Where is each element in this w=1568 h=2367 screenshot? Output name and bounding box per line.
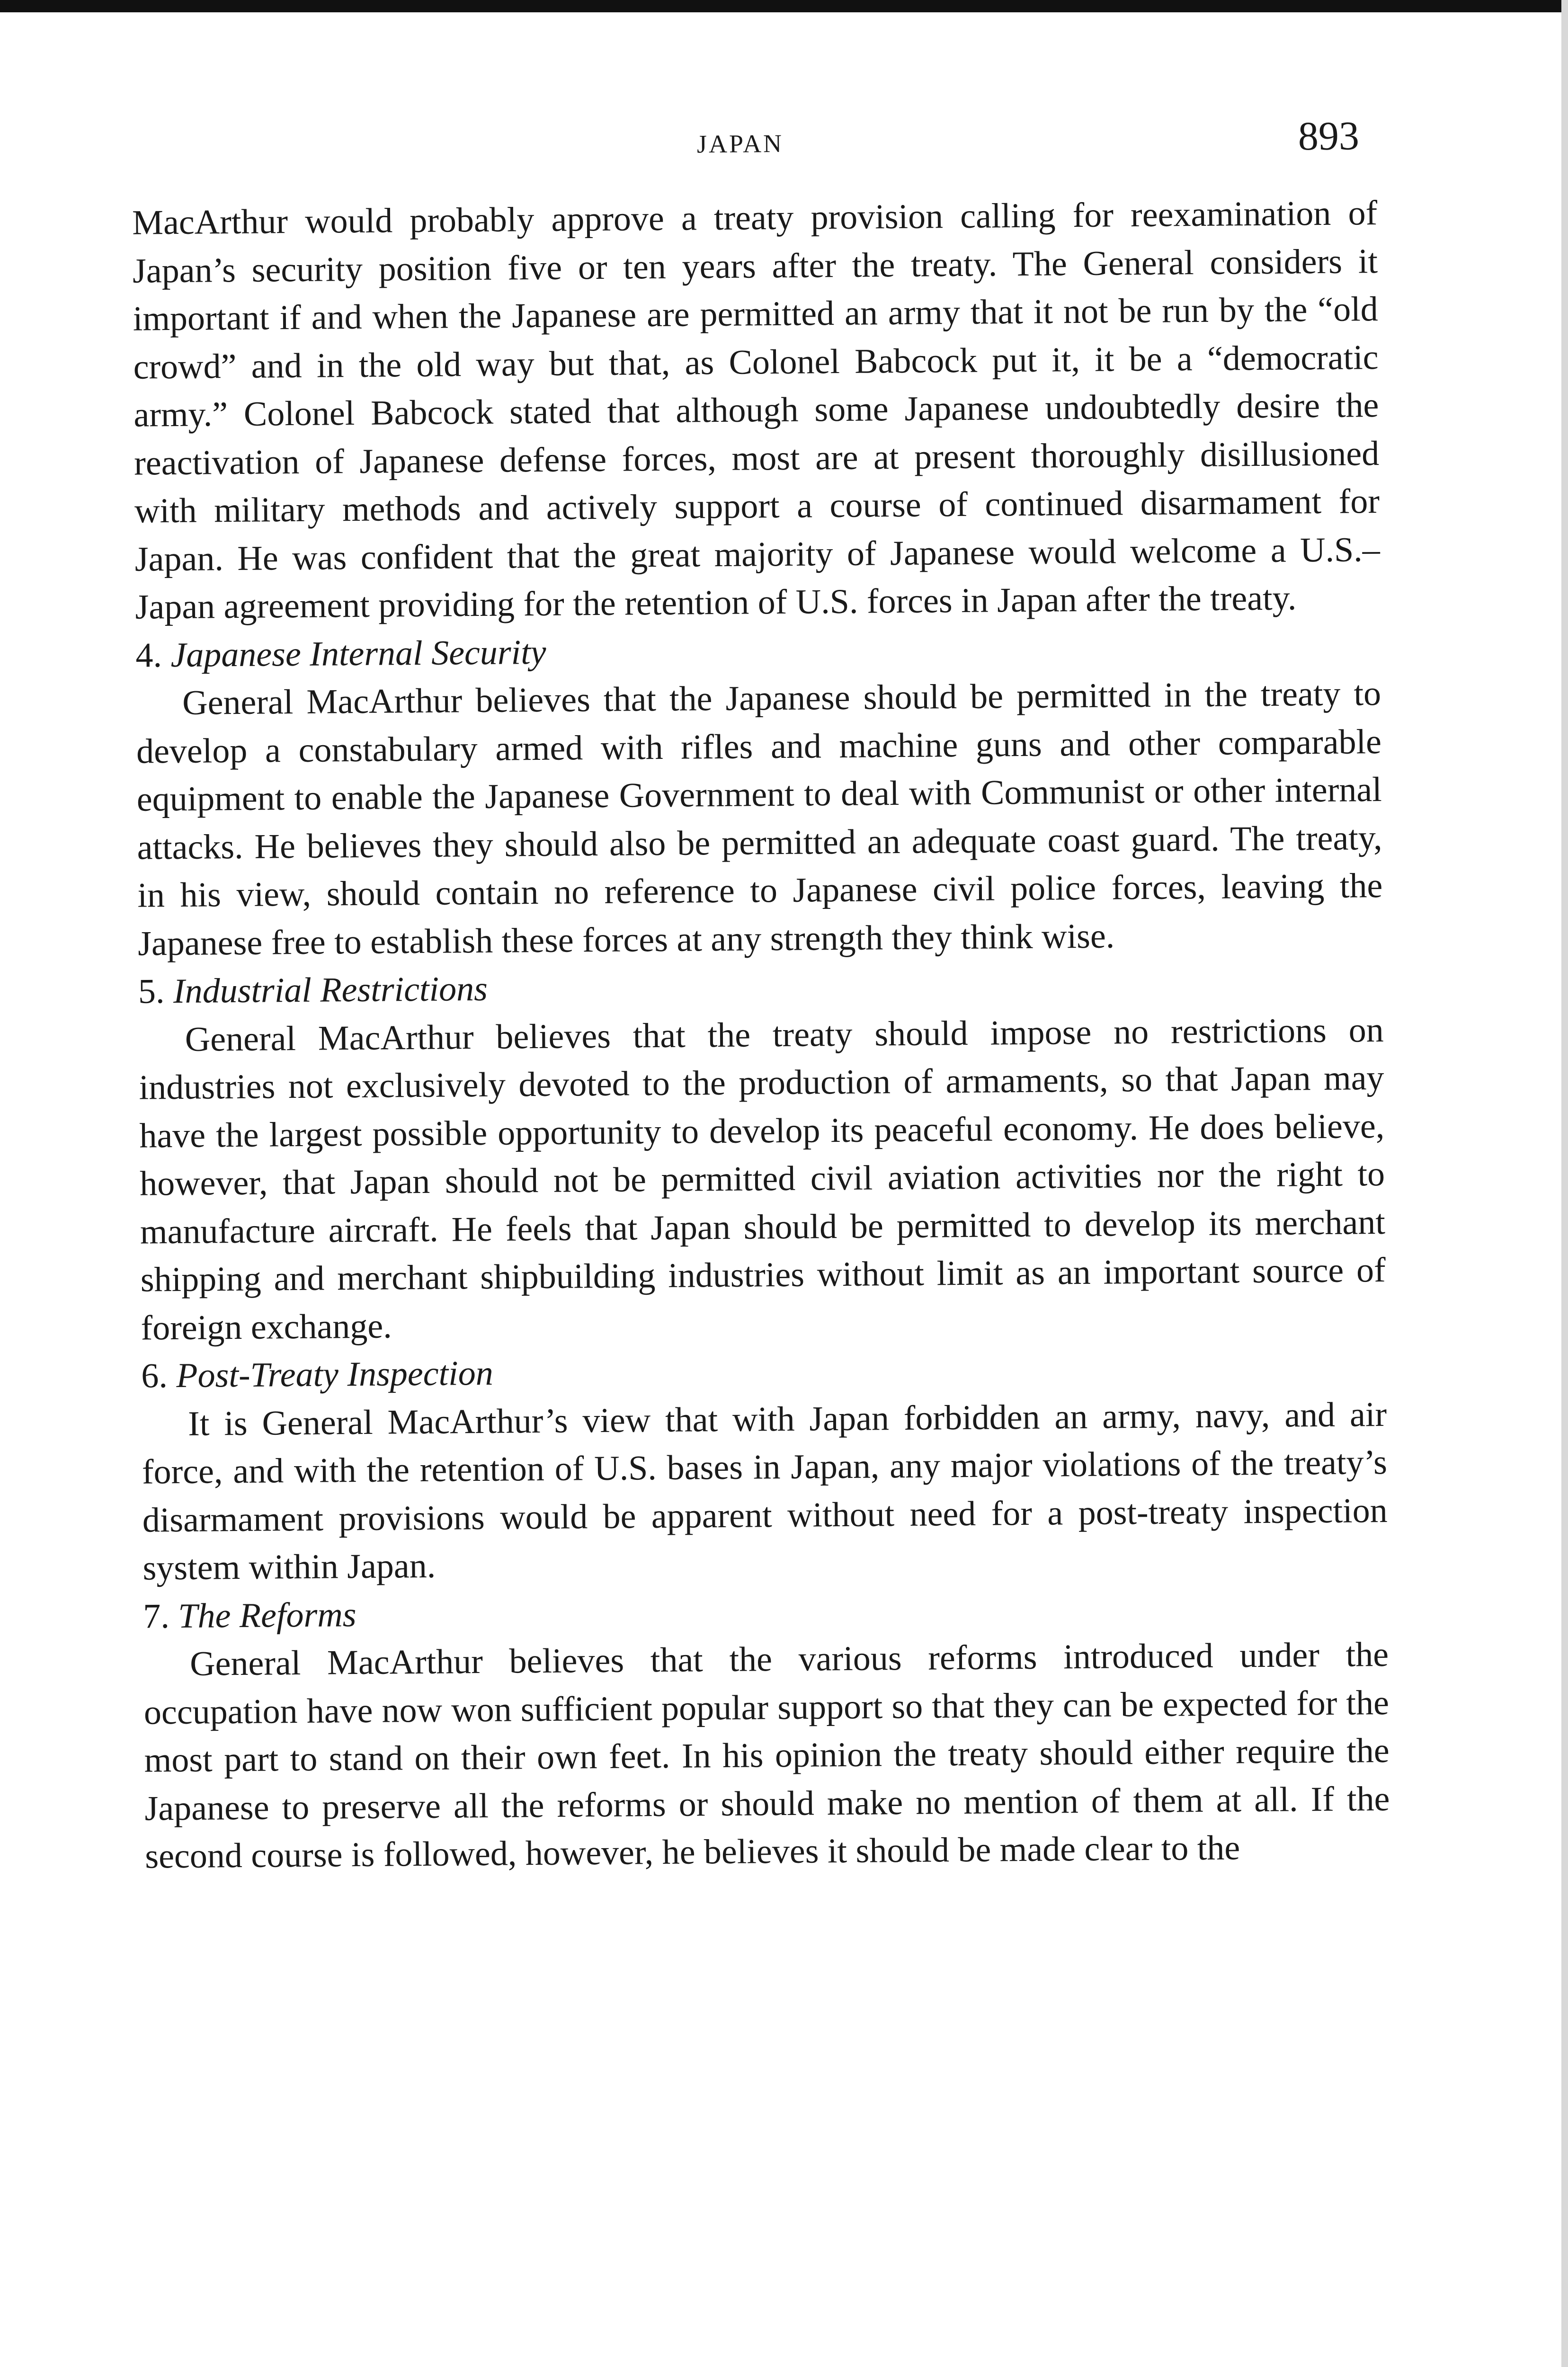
section-paragraph: General MacArthur believes that the various reforms introduced under the occupation have now won sufficient popular support so that they can be expected for the most part to stand on their own feet. In his opinion the treaty should either require the Japanese to preserve all the reforms or should make no mention of them at all. If the second course is followed, however, he believes it should be made clear to the xyxy=(143,1635,1390,1876)
section-6 xyxy=(141,1343,1388,1593)
section-title: The Reforms xyxy=(178,1595,356,1636)
section-5 xyxy=(138,958,1386,1353)
section-number: 4. xyxy=(135,635,162,675)
section-paragraph: General MacArthur believes that the Japanese should be permitted in the treaty to develop a constabulary armed with rifles and machine guns and other comparable equipment to enable the Japanese Government to deal with Communist or other internal attacks. He believes they should also be permitted an adequate coast guard. The treaty, in his view, should contain no reference to Japanese civil police forces, leaving the Japanese free to establish these forces at any strength they think wise. xyxy=(136,674,1383,963)
section-title: Japanese Internal Security xyxy=(170,632,546,675)
section-title: Industrial Restrictions xyxy=(173,969,488,1011)
intro-paragraph: MacArthur would probably approve a treaty provision calling for reexamination of Japan’s security position five or ten years after the treaty. The General considers it important if and when the Japanese are permitted an army that it not be run by the “old crowd” and in the old way but that, as Colonel Babcock put it, it be a “democratic army.” Colonel Babcock stated that although some Japanese undoubtedly desire the reactivation of Japanese defense forces, most are at present thoroughly disillusioned with military methods and actively support a course of continued disarmament for Japan. He was confident that the great majority of Japanese would welcome a U.S.–Japan agreement providing for the retention of U.S. forces in Japan after the treaty. xyxy=(132,194,1381,627)
section-number: 5. xyxy=(138,972,165,1011)
body-text xyxy=(132,189,1390,1881)
section-7 xyxy=(143,1583,1390,1881)
section-paragraph: General MacArthur believes that the treaty should impose no restrictions on industries not exclusively devoted to the production of armaments, so that Japan may have the largest possible opportunity to develop its peaceful economy. He does believe, however, that Japan should not be permitted civil aviation activities nor the right to manufacture aircraft. He feels that Japan should be permitted to develop its merchant shipping and merchant shipbuilding industries without limit as an important source of foreign exchange. xyxy=(139,1010,1386,1348)
section-title: Post-Treaty Inspection xyxy=(176,1353,493,1396)
section-number: 7. xyxy=(143,1596,170,1636)
running-head-title: JAPAN xyxy=(696,129,784,159)
page-number: 893 xyxy=(1298,113,1360,159)
section-4 xyxy=(135,622,1383,968)
running-head xyxy=(0,113,1559,171)
section-paragraph: It is General MacArthur’s view that with Japan forbidden an army, navy, and air force, and with the retention of U.S. bases in Japan, any major violations of the treaty’s disarmament provisions would be apparent without need for a post-treaty inspection system within Japan. xyxy=(142,1395,1388,1588)
section-number: 6. xyxy=(141,1356,168,1396)
